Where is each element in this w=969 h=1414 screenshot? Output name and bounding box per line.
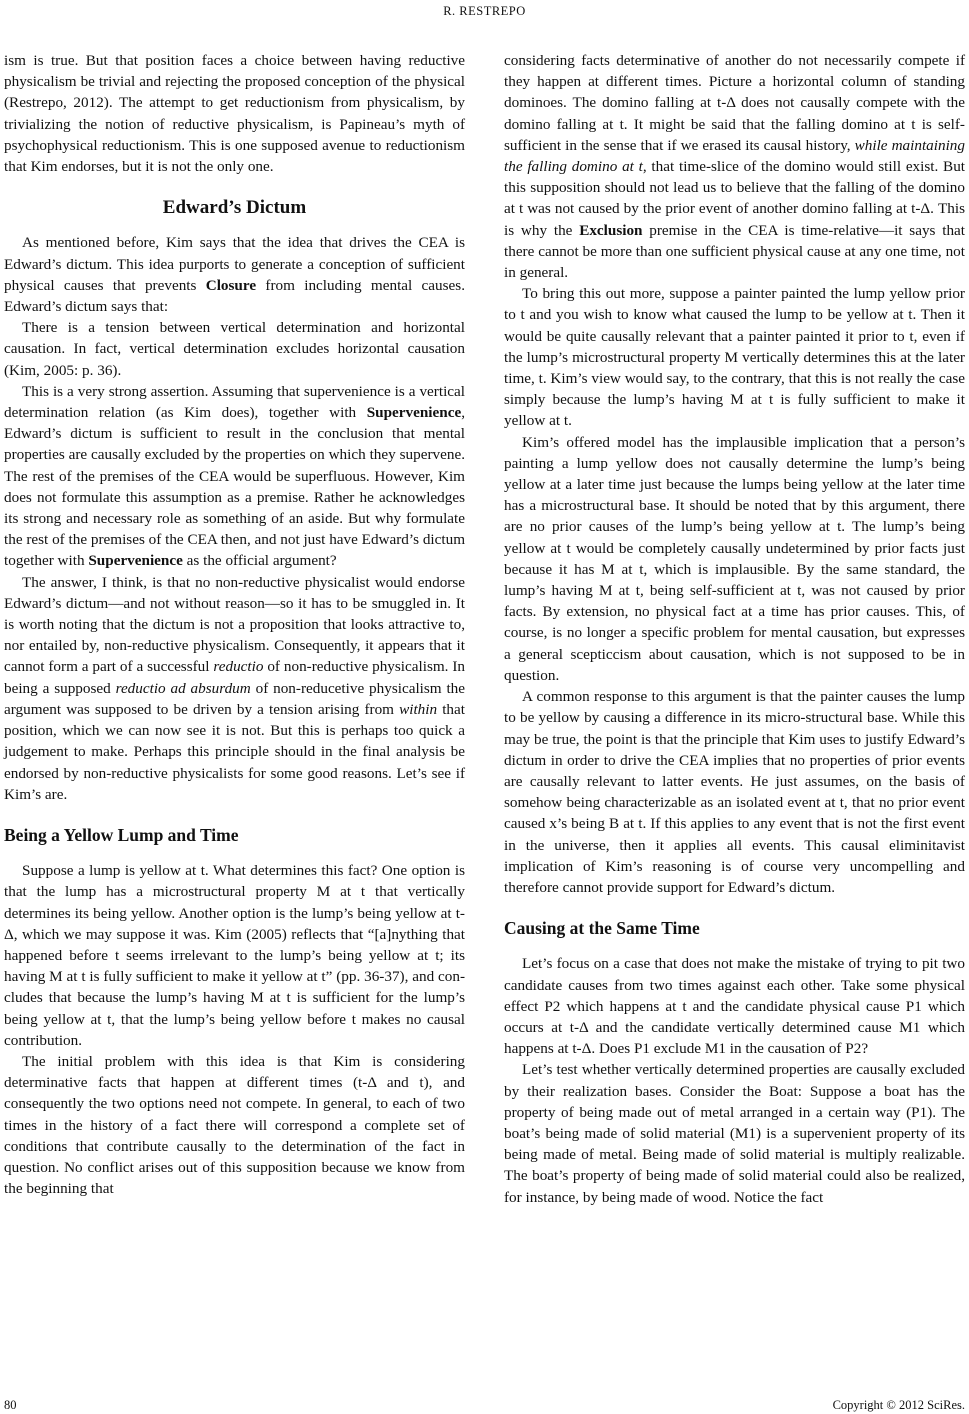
paragraph: Suppose a lump is yellow at t. What determines this fact? One option is that the lump has a microstructural property M at t that vertically determines its being yellow. Another option is the lump’s being yellow at t-Δ, which we may suppose it was. Kim (2005) reflects that “[a]nything that happened before t seems irrelevant to the lump’s being yellow at t; its having M at t is fully sufficient to make it yellow at t” (pp. 36-37), and concludes that because the lump’s having M at t is sufficient for the lump’s being yellow at t, that the lump’s being yellow before t makes no causal contribution.: [4, 862, 465, 1049]
paragraph: ism is true. But that position faces a choice between having reductive physicalism be trivial and rejecting the proposed conception of the physical (Restrepo, 2012). The attempt to get reductionism from physicalism, by trivializing the notion of reductive physicalism, is Papineau’s myth of psychophysical reductionism. This is one supposed avenue to reductionism that Kim endorses, but it is not the only one.: [4, 52, 465, 176]
copyright-notice: Copyright © 2012 SciRes.: [832, 1398, 965, 1412]
paragraph: To bring this out more, suppose a painter painted the lump yellow prior to t and you wish to know what caused the lump to be yellow at t. Then it would be quite causally relevant that a painter painted it prior to t, even if the lump’s microstructural property M vertically determines this at the later time, t. Kim’s view would say, to the contrary, that this is not really the case simply because the lump’s having M at t is fully sufficient to make it yellow at t.: [504, 285, 965, 430]
paragraph: As mentioned before, Kim says that the idea that drives the CEA is Edward’s dictum. This idea purports to generate a conception of sufficient physical causes that prevents Closure from including mental causes. Edward’s dictum says that:: [4, 234, 465, 316]
right-column: [504, 50, 965, 1208]
page-number: 80: [4, 1398, 17, 1412]
paragraph: considering facts determinative of another do not necessarily compete if they happen at different times. Picture a horizontal column of standing dominoes. The domino falling at t-Δ does not causally compete with the domino falling at t. It might be said that the falling domino at t is self-sufficient in the sense that if we erased its causal history, while maintaining the falling domino at t, that time-slice of the domino would still exist. But this supposition should not lead us to believe that the falling of the domino at t was not caused by the prior event of another domino falling at t-Δ. This is why the Exclusion premise in the CEA is time-relative—it says that there cannot be more than one sufficient physical cause at any one time, not in general.: [504, 52, 966, 282]
block-quote: There is a tension between vertical determination and horizontal causation. In fact, vertical determination excludes horizontal causation (Kim, 2005: p. 36).: [4, 319, 465, 379]
paragraph: Kim’s offered model has the implausible implication that a person’s painting a lump yellow does not causally determine the lump’s being yellow at a later time just because the lumps being yellow at the later time has a microstructural base. It should be noted that by this argument, there are no prior causes of the lump’s being yellow at t. The lump’s being yellow at t would be completely causally undetermined by prior facts just because it has M at t, which is implausible. By the same standard, the lump’s having M at t, being self-sufficient at t, was not caused by prior facts. By extension, no physical fact at a time has prior causes. This, of course, is no longer a specific problem for mental causation, but expresses a general scepticcism about causation, which is not supposed to be in question.: [504, 433, 965, 684]
paragraph: The initial problem with this idea is that Kim is considering determinative facts that happen at different times (t-Δ and t), and consequently the two options need not compete. In general, to each of two times in the history of a fact there will correspond a complete set of conditions that contribute causally to the determination of the fact in question. No conflict arises out of this supposition because we know from the beginning that: [4, 1052, 465, 1198]
paragraph: The answer, I think, is that no non-reductive physicalist would endorse Edward’s dictum—and not without reason—so it has to be smuggled in. It is worth noting that the dictum is not a proposition that looks attractive to, nor entailed by, non-reductive physicalism. Consequently, it appears that it cannot form a part of a successful reductio of non-reductive physicalism. In being a supposed reductio ad absurdum of non-reducetive physicalism the argument was supposed to be driven by a tension arising from within that position, which we can now see it is not. But this is perhaps too quick a judgement to make. Perhaps this principle should in the final analysis be endorsed by non-reductive physicalists for some good reasons. Let’s see if Kim’s are.: [4, 573, 466, 803]
paragraph: Let’s test whether vertically determined properties are causally excluded by their realization bases. Consider the Boat: Suppose a boat has the property of being made out of metal arranged in a certain way (P1). The boat’s being made of solid material (M1) is a supervenient property of its being made of metal. Being made of solid material is multiply realizable. The boat’s property of being made of solid material could also be realized, for instance, by being made of wood. Notice the fact: [504, 1061, 965, 1206]
section-heading-yellow-lump: Being a Yellow Lump and Time: [4, 824, 239, 845]
paragraph: Let’s focus on a case that does not make the mistake of trying to pit two candidate causes from two times against each other. Take some physical effect P2 which happens at t and the candidate physical cause P1 which occurs at t-Δ and the candidate vertically determined cause M1 which happens at t-Δ. Does P1 exclude M1 in the causation of P2?: [504, 955, 965, 1058]
running-head: R. RESTREPO: [443, 4, 526, 18]
section-heading-edwards-dictum: Edward’s Dictum: [162, 197, 307, 219]
paragraph: A common response to this argument is that the painter causes the lump to be yellow by causing a difference in its micro-structural base. While this may be true, the point is that the principle that Kim uses to justify Edward’s dictum in order to drive the CEA implies that no properties of prior events are causally relevant to latter events. He just assumes, on the basis of somehow being characterizable as an isolated event at t, that no prior event caused x’s being B at t. If this applies to any event that is not the first event in the universe, then it applies all events. This causal eliminitavist implication of Kim’s reasoning is of course very uncompelling and therefore cannot provide support for Edward’s dictum.: [504, 688, 965, 896]
section-heading-same-time: Causing at the Same Time: [504, 918, 700, 939]
left-column: [4, 50, 465, 1199]
paragraph: This is a very strong assertion. Assuming that supervenience is a vertical determination relation (as Kim does), together with Supervenience, Edward’s dictum is sufficient to result in the conclusion that mental properties are causally excluded by the properties on which they supervene. The rest of the premises of the CEA would be superfluous. However, Kim does not formulate this assumption as a premise. Rather he acknowledges its strong and necessary role as something of an aside. But why formulate the rest of the premises of the CEA then, and not just have Edward’s dictum together with Supervenience as the official argument?: [4, 382, 466, 570]
